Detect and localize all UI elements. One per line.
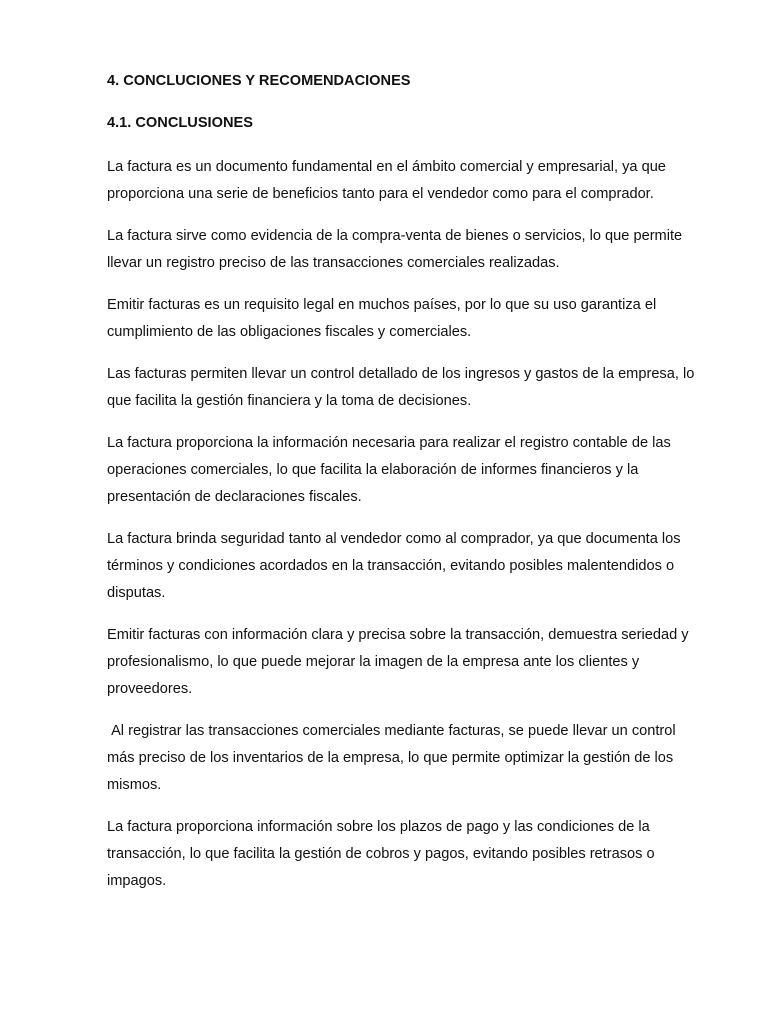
subsection-heading: 4.1. CONCLUSIONES (107, 115, 253, 131)
paragraph-3: Emitir facturas es un requisito legal en muchos países, por lo que su uso garantiza el cumplimiento de las obligaciones fiscales y comerciales. (107, 297, 657, 340)
paragraph-1: La factura es un documento fundamental en el ámbito comercial y empresarial, ya que proporciona una serie de beneficios tanto para el vendedor como para el comprador. (107, 159, 666, 202)
paragraph-6: La factura brinda seguridad tanto al vendedor como al comprador, ya que documenta los términos y condiciones acordados en la transacción, evitando posibles malentendidos o disputas. (107, 531, 681, 601)
paragraph-2: La factura sirve como evidencia de la compra-venta de bienes o servicios, lo que permite llevar un registro preciso de las transacciones comerciales realizadas. (107, 228, 683, 271)
paragraph-7: Emitir facturas con información clara y precisa sobre la transacción, demuestra seriedad y profesionalismo, lo que puede mejorar la imagen de la empresa ante los clientes y proveedores. (107, 627, 689, 697)
paragraph-5: La factura proporciona la información necesaria para realizar el registro contable de las operaciones comerciales, lo que facilita la elaboración de informes financieros y la presentación de declaraciones fiscales. (107, 435, 671, 505)
paragraph-4: Las facturas permiten llevar un control detallado de los ingresos y gastos de la empresa, lo que facilita la gestión financiera y la toma de decisiones. (107, 366, 695, 409)
paragraph-9: La factura proporciona información sobre los plazos de pago y las condiciones de la transacción, lo que facilita la gestión de cobros y pagos, evitando posibles retrasos o impagos. (107, 819, 655, 889)
paragraph-8: Al registrar las transacciones comerciales mediante facturas, se puede llevar un control más preciso de los inventarios de la empresa, lo que permite optimizar la gestión de los mismos. (107, 723, 680, 793)
section-heading: 4. CONCLUCIONES Y RECOMENDACIONES (107, 73, 411, 89)
document-body (107, 70, 702, 910)
